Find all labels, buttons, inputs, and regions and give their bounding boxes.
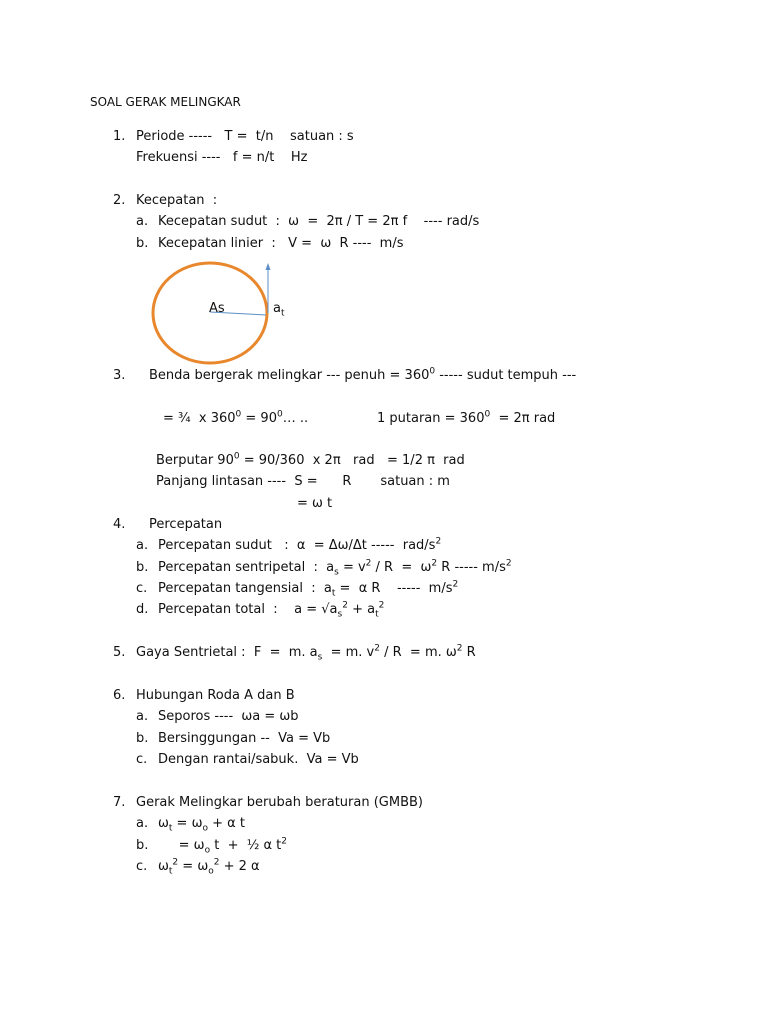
berputar-line: Berputar $90^0 = 90/360$ x 2π rad = 1/2 π rad [156,451,465,468]
item-number-4: 4. [113,517,126,532]
bersinggungan-line: Bersinggungan -- Va = Vb [158,731,331,746]
item-number-6: 6. [113,688,126,703]
gmbb-formula-a: $\omega_t = \omega_o + \alpha$ t [158,816,245,834]
list-marker: d. [136,602,149,617]
label-as: As [209,301,225,316]
frekuensi-line: Frekuensi ---- f = n/t Hz [136,150,308,165]
kecepatan-sudut-line: Kecepatan sudut : ω = 2π / T = 2π f ---- rad/s [158,214,480,229]
percepatan-sudut-line: Percepatan sudut : α = Δω/Δt ----- rad/$s^2$ [158,536,442,553]
item-number-2: 2. [113,193,126,208]
list-marker: b. [136,731,149,746]
rantai-sabuk-line: Dengan rantai/sabuk. Va = Vb [158,752,359,767]
circle-diagram [148,258,308,372]
percepatan-heading: Percepatan [149,517,223,532]
item-number-7: 7. [113,795,126,810]
percepatan-tangensial-line: Percepatan tangensial : $a_t = \alpha$ R ----- $m/s^2$ [158,579,459,599]
item-number-1: 1. [113,129,126,144]
list-marker: a. [136,214,149,229]
gaya-sentrietal-line: Gaya Sentrietal : F = m. $a_s = m$. $v^2 / R = m$. $\omega^2$ R [136,643,476,663]
periode-line: Periode ----- T = t/n satuan : s [136,129,354,144]
seporos-line: Seporos ---- ωa = ωb [158,709,299,724]
list-marker: c. [136,752,148,767]
gmbb-formula-c: $\omega_t^2 = \omega_o^2 + 2$ α [158,857,260,877]
list-marker: b. [136,560,149,575]
kecepatan-heading: Kecepatan : [136,193,218,208]
sudut-tempuh-line: = ¾ x $360^0$ = $90^0\dots$ .. [163,409,309,426]
list-marker: c. [136,581,148,596]
percepatan-sentripetal-line: Percepatan sentripetal : $a_s = v^2 / R = \omega^2$ R ----- $m/s^2$ [158,558,512,578]
list-marker: a. [136,538,149,553]
omega-t-line: = ω t [297,496,333,511]
percepatan-total-line: Percepatan total : $a = √a_s^2 + a_t^2$ [158,600,385,620]
hubungan-roda-heading: Hubungan Roda A dan B [136,688,295,703]
list-marker: b. [136,838,149,853]
item-number-5: 5. [113,645,126,660]
panjang-lintasan-line: Panjang lintasan ---- S = R satuan : m [156,474,450,489]
list-marker: a. [136,816,149,831]
page-title: SOAL GERAK MELINGKAR [90,95,241,109]
gmbb-formula-b: = $\omega_o$ t + ½ α $t^2$ [158,836,288,856]
list-marker: c. [136,859,148,874]
list-marker: a. [136,709,149,724]
list-marker: b. [136,236,149,251]
arrow-head-icon [266,263,271,270]
putaran-line: 1 putaran = $360^0 = 2\pi$ rad [377,409,556,426]
label-at: $a_t$ [273,301,285,319]
gmbb-heading: Gerak Melingkar berubah beraturan (GMBB) [136,795,423,810]
kecepatan-linier-line: Kecepatan linier : V = ω R ---- m/s [158,236,404,251]
benda-bergerak-line: Benda bergerak melingkar --- penuh = $360^0$ ----- sudut tempuh --- [149,366,577,383]
item-number-3: 3. [113,368,126,383]
